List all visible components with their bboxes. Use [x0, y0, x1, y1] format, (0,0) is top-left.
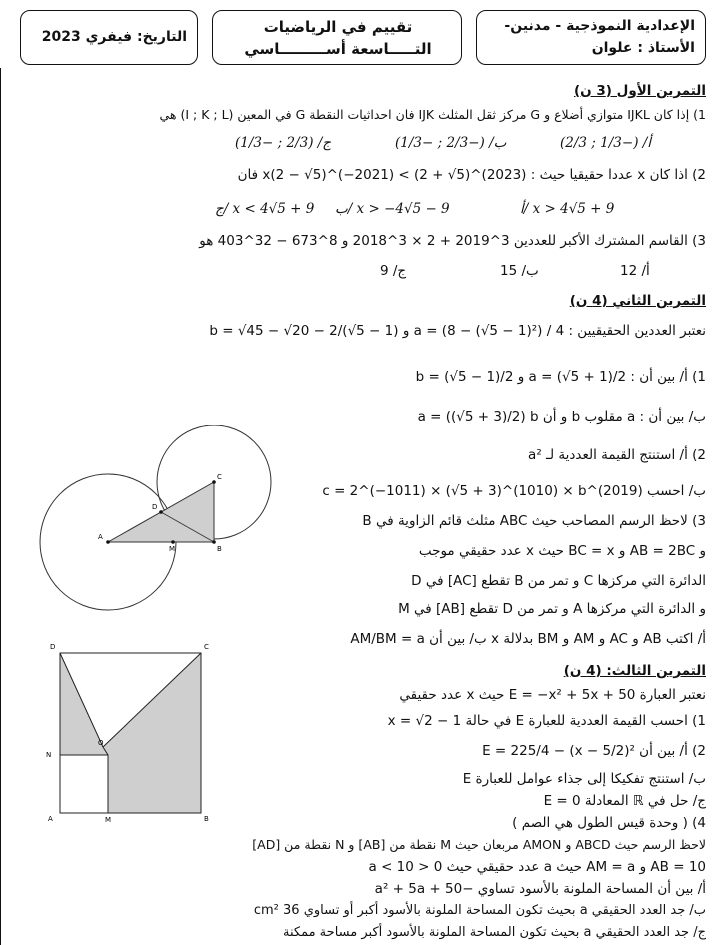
- label-b: B: [204, 815, 209, 823]
- teacher-name: الأستاذ : علوان: [591, 40, 695, 56]
- ex3-heading: التمرين الثالث: (4 ن): [563, 663, 706, 679]
- exam-level: التـــــاسعة أســـــــــاسي: [244, 40, 432, 58]
- ex2-q3-line4: و الدائرة التي مركزها A و تمر من D تقطع [AB] في M: [398, 601, 706, 617]
- ex1-q1: 1) إذا كان IJKL متوازي أضلاع و G مركز ثقل المثلث IJK فان احداثيات النقطة G في المعين (I ; K ; L) هي: [159, 107, 706, 122]
- title-box: [212, 10, 462, 65]
- ex1-q3-option-c: ج/ 9: [380, 263, 407, 279]
- ex2-intro: نعتبر العددين الحقيقيين : a = (8 − (√5 − 1)²) / 4 و b = √45 − √20 − 2/(√5 − 1): [209, 323, 706, 339]
- point-d: [159, 510, 163, 514]
- ex2-q3-line1: 3) لاحظ الرسم المصاحب حيث ABC مثلث قائم الزاوية في B: [362, 513, 706, 529]
- ex3-q2c: ج/ حل في ℝ المعادلة E = 0: [543, 793, 706, 809]
- point-c: [212, 480, 216, 484]
- ex3-intro: نعتبر العبارة E = −x² + 5x + 50 حيث x عدد حقيقي: [399, 687, 706, 703]
- ex1-q2: 2) اذا كان x عددا حقيقيا حيث : x(2 − √5)^(−2021) < (2 + √5)^(2023) فان: [237, 167, 706, 183]
- school-name: الإعدادية النموذجية - مدنين-: [504, 18, 695, 34]
- ex1-q3: 3) القاسم المشترك الأكبر للعددين 3^2019 + 2 × 3^2018 و 8^673 − 32^403 هو: [199, 233, 706, 249]
- ex3-q4-line2: AB = 10 و AM = a حيث a عدد حقيقي حيث 0 < a < 10: [368, 859, 706, 875]
- ex1-q3-option-a: أ/ 12: [620, 263, 650, 279]
- point-m: [171, 540, 175, 544]
- ex2-q3-line2: و AB = 2BC و BC = x حيث x عدد حقيقي موجب: [418, 543, 706, 559]
- label-a: A: [48, 815, 53, 823]
- ex2-q3-line3: الدائرة التي مركزها C و تمر من B تقطع [AC] في D: [411, 573, 706, 589]
- date-box: [20, 10, 198, 65]
- ex2-q3-line5: أ/ اكتب AB و AC و AM و BM بدلالة x ب/ بين أن AM/BM = a: [350, 631, 706, 647]
- label-a: A: [98, 533, 103, 541]
- ex3-q2b: ب/ استنتج تفكيكا إلى جذاء عوامل للعبارة E: [462, 771, 706, 787]
- square-amon: [60, 755, 108, 813]
- ex2-heading: التمرين الثاني (4 ن): [569, 293, 706, 309]
- ex1-q2-option-c: ج/ x < 4√5 + 9: [215, 201, 315, 217]
- ex1-heading: التمرين الأول (3 ن): [573, 83, 706, 99]
- figure-circles: [30, 425, 280, 615]
- label-b: B: [217, 545, 222, 553]
- ex3-q4: 4) ( وحدة قيس الطول هي الصم ): [512, 815, 706, 831]
- label-c: C: [204, 643, 209, 651]
- label-d: D: [50, 643, 56, 651]
- ex1-q1-option-c: ج/ (2/3 ; −1/3): [235, 135, 332, 151]
- label-o: O: [98, 739, 104, 747]
- point-b: [212, 540, 216, 544]
- label-m: M: [169, 545, 176, 553]
- ex2-q2a: 2) أ/ استنتج القيمة العددية لـ a²: [528, 447, 706, 463]
- label-c: C: [217, 473, 222, 481]
- label-m: M: [105, 816, 112, 823]
- ex2-q1b: ب/ بين أن : a مقلوب b و أن a = ((√5 + 3)/2) b: [417, 409, 706, 425]
- ex2-q2b: ب/ احسب c = 2^(−1011) × (√5 + 3)^(1010) × b^(2019): [322, 483, 706, 499]
- ex3-q2a: 2) أ/ بين أن E = 225/4 − (x − 5/2)²: [482, 743, 706, 759]
- ex3-q4-line1: لاحظ الرسم حيث ABCD و AMON مربعان حيث M نقطة من [AB] و N نقطة من [AD]: [252, 837, 706, 852]
- exam-date: التاريخ: فيفري 2023: [41, 29, 187, 45]
- ex3-q1: 1) احسب القيمة العددية للعبارة E في حالة x = √2 − 1: [387, 713, 706, 729]
- page-margin-line: [0, 68, 1, 945]
- figure-squares: [38, 635, 218, 823]
- exam-title: تقييم في الرياضيات: [263, 18, 413, 36]
- ex1-q1-option-a: أ/ (−1/3 ; 2/3): [560, 135, 652, 151]
- ex1-q3-option-b: ب/ 15: [500, 263, 539, 279]
- ex3-q4-b: ب/ جد العدد الحقيقي a بحيث تكون المساحة الملونة بالأسود أكبر أو تساوي 36 cm²: [253, 903, 706, 918]
- ex1-q1-option-b: ب/ (−2/3 ; −1/3): [395, 135, 507, 151]
- ex2-q1a: 1) أ/ بين أن : a = (√5 + 1)/2 و b = (√5 − 1)/2: [415, 369, 706, 385]
- ex1-q2-option-a: أ/ x > 4√5 + 9: [520, 201, 615, 217]
- school-box: [476, 10, 706, 65]
- label-d: D: [152, 503, 158, 511]
- ex3-q4-a: أ/ بين أن المساحة الملونة بالأسود تساوي −a² + 5a + 50: [374, 881, 706, 897]
- label-n: N: [46, 751, 52, 759]
- ex3-q4-c: ج/ جد العدد الحقيقي a بحيث تكون المساحة الملونة بالأسود أكبر مساحة ممكنة: [283, 925, 706, 940]
- point-a: [106, 540, 110, 544]
- ex1-q2-option-b: ب/ x > −4√5 − 9: [335, 201, 450, 217]
